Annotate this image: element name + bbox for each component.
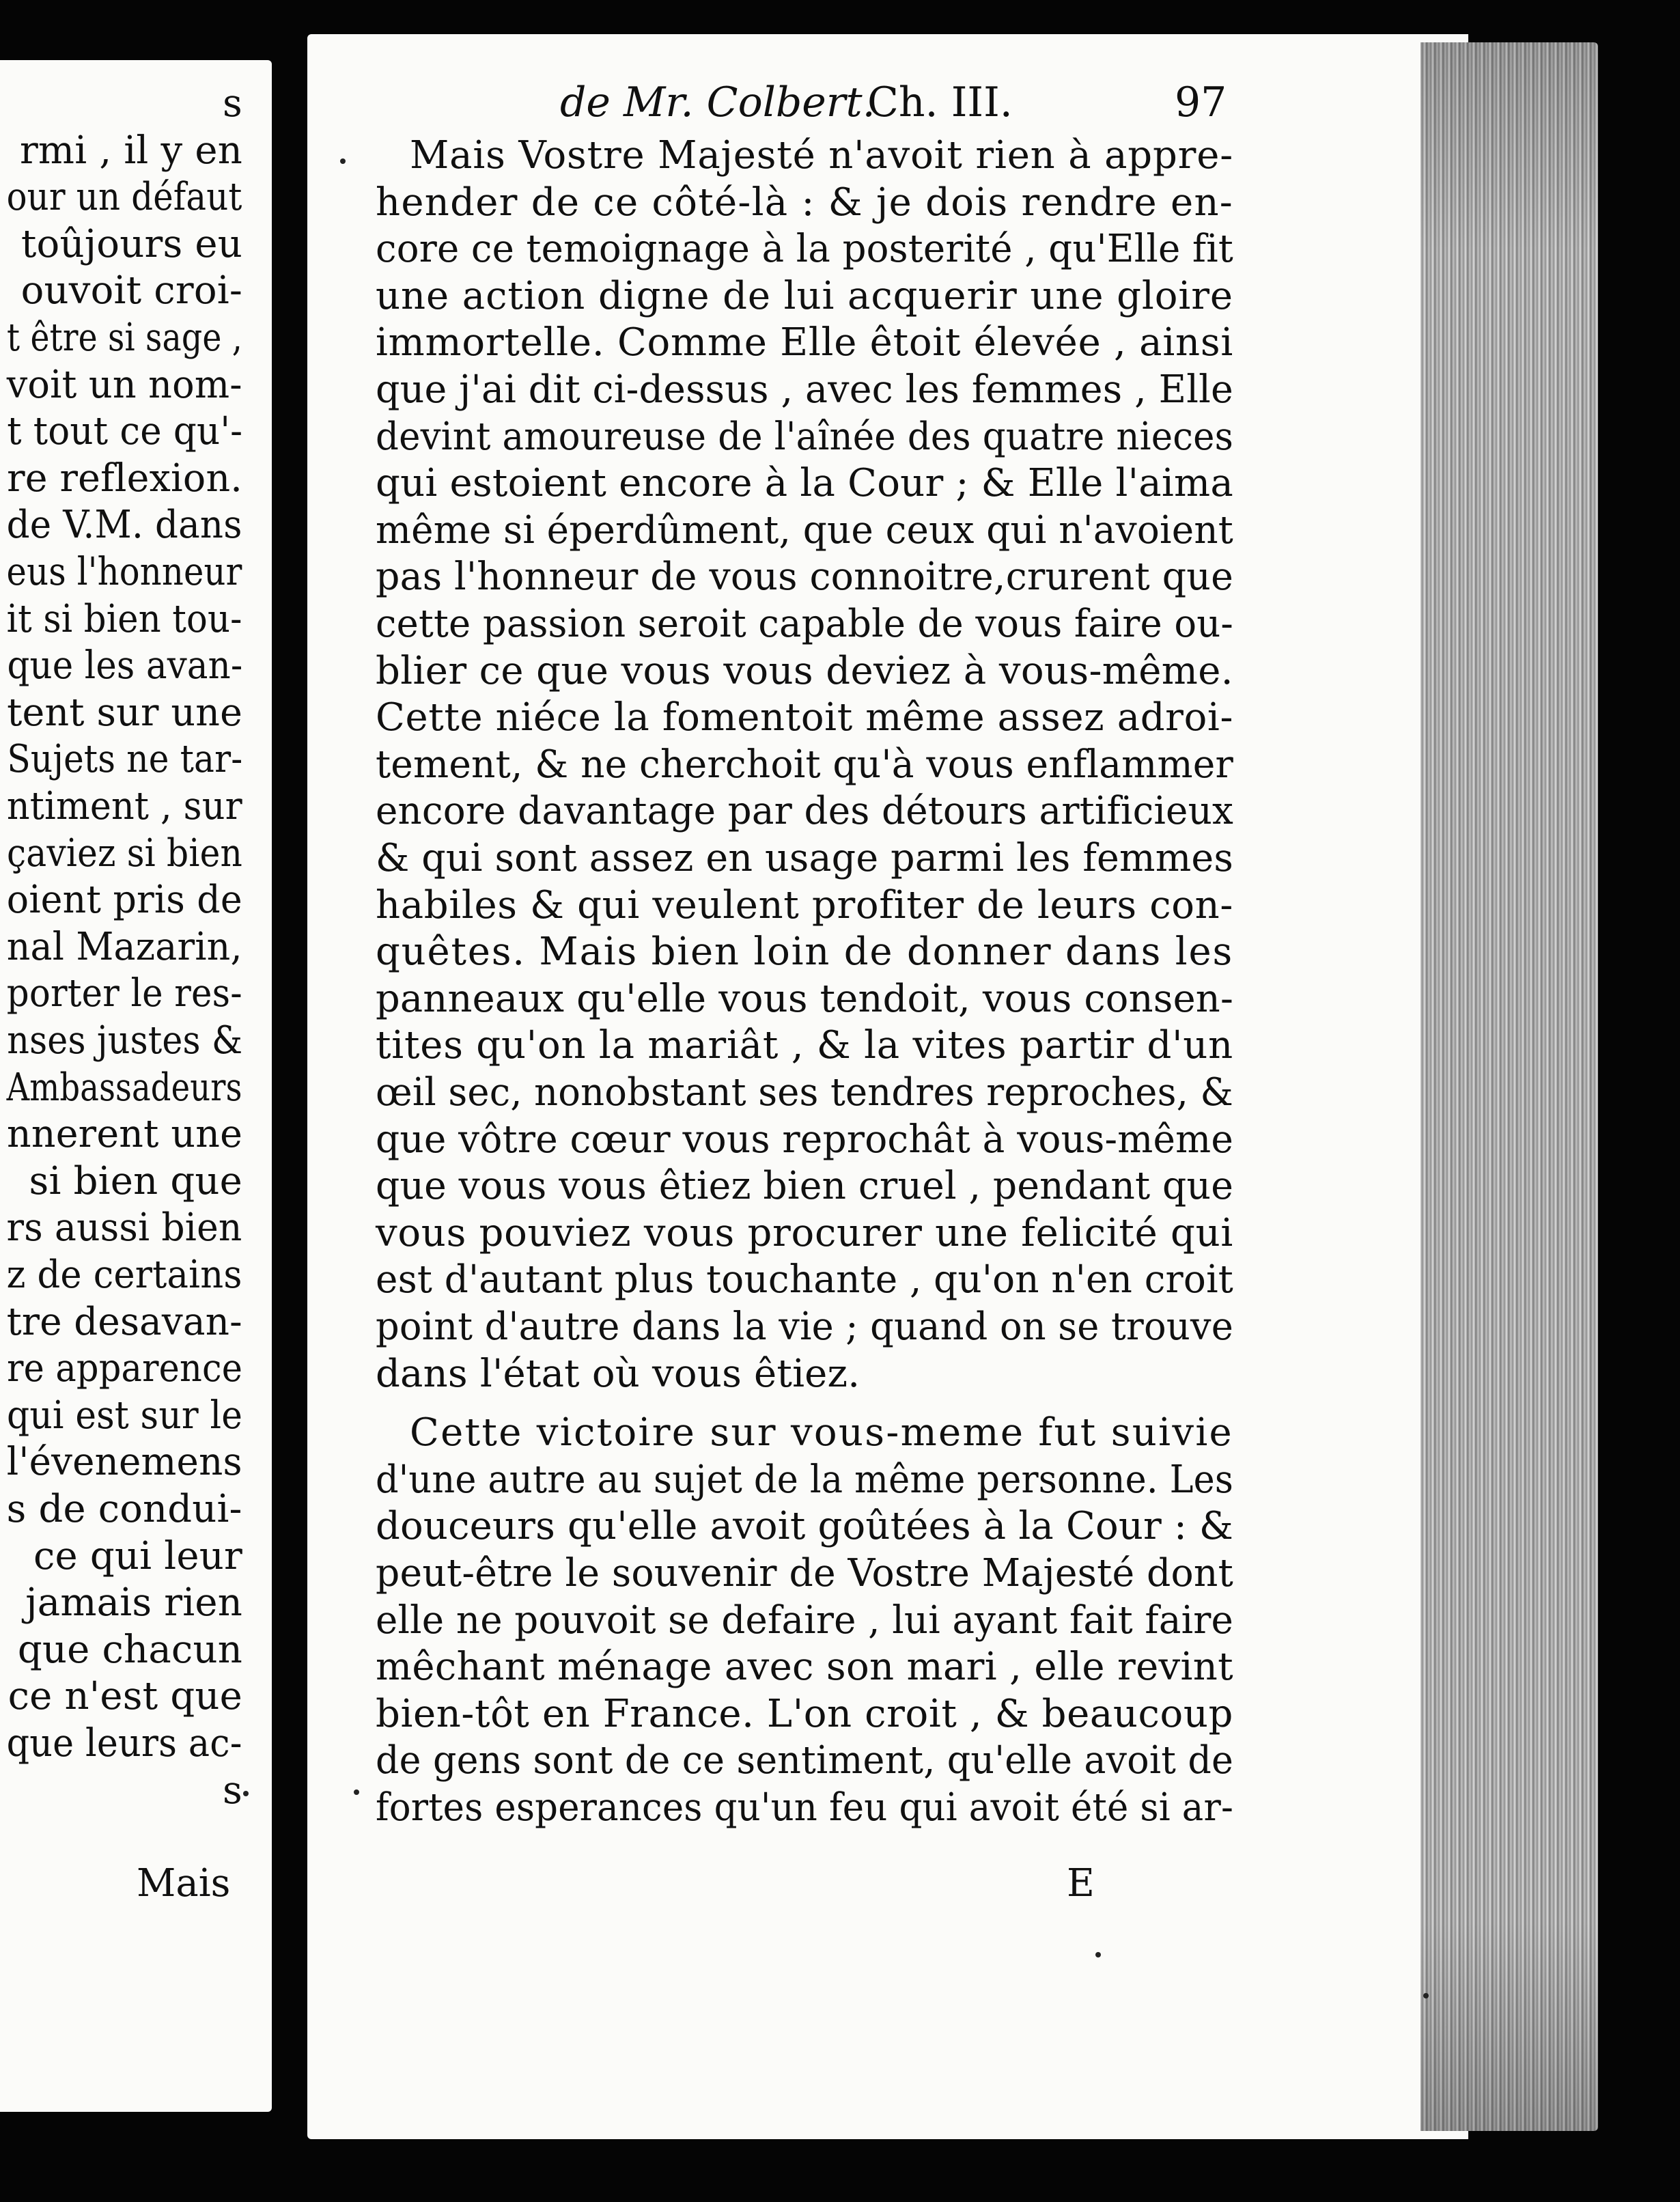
right-text-line: que j'ai dit ci-dessus , avec les femmes , Elle [376, 367, 1233, 412]
right-text-line: douceurs qu'elle avoit goûtées à la Cour : & [376, 1504, 1233, 1549]
right-text-line: core ce temoignage à la posterité , qu'Elle fit [376, 227, 1233, 272]
left-text-line: voit un nom- [7, 362, 242, 407]
left-text-line: nses justes & [7, 1018, 242, 1063]
left-catchword: Mais [137, 1861, 231, 1906]
left-text-line: Sujets ne tar- [7, 737, 242, 782]
right-text-line: œil sec, nonobstant ses tendres reproches, & [376, 1070, 1233, 1115]
left-text-line: eus l'honneur [7, 550, 242, 594]
left-text-line: tre desavan- [7, 1299, 242, 1344]
left-text-line: t tout ce qu'- [7, 409, 242, 454]
right-text-line: cette passion seroit capable de vous faire ou- [376, 602, 1233, 646]
right-text-line: blier ce que vous vous deviez à vous-même. [376, 648, 1233, 693]
left-text-line: s de condui- [7, 1487, 242, 1531]
right-text-line: encore davantage par des détours artificieux [376, 789, 1233, 834]
margin-dot [243, 1791, 249, 1796]
right-text-line: Mais Vostre Majesté n'avoit rien à appre- [410, 133, 1233, 178]
right-text-line: tement, & ne cherchoit qu'à vous enflammer [376, 742, 1233, 787]
left-text-line: qui est sur le [7, 1393, 242, 1438]
page-edges [1420, 42, 1598, 2131]
left-text-line: tent sur une [7, 690, 242, 735]
left-text-line: t être si sage , [7, 316, 242, 360]
right-text-line: Cette victoire sur vous-meme fut suivie [410, 1410, 1233, 1455]
right-text-line: peut-être le souvenir de Vostre Majesté dont [376, 1551, 1233, 1595]
right-text-line: que vôtre cœur vous reprochât à vous-même [376, 1117, 1233, 1162]
right-text-line: habiles & qui veulent profiter de leurs con- [376, 882, 1233, 928]
right-text-line: est d'autant plus touchante , qu'on n'en croit [376, 1257, 1233, 1302]
left-text-line: l'évenemens [7, 1440, 242, 1485]
right-text-line: elle ne pouvoit se defaire , lui ayant fait faire [376, 1598, 1233, 1643]
right-text-line: quêtes. Mais bien loin de donner dans les [376, 930, 1233, 975]
right-text-line: d'une autre au sujet de la même personne. Les [376, 1457, 1233, 1502]
chapter-label: Ch. III. [867, 79, 1013, 126]
right-text-line: mêchant ménage avec son mari , elle revint [376, 1645, 1233, 1690]
right-text-line: & qui sont assez en usage parmi les femmes [376, 836, 1233, 880]
left-text-line: rs aussi bien [7, 1205, 242, 1251]
right-text-line: dans l'état où vous êtiez. [376, 1351, 860, 1396]
left-text-line: ntiment , sur [7, 784, 242, 828]
right-text-line: point d'autre dans la vie ; quand on se trouve [376, 1305, 1233, 1349]
page-number: 97 [1175, 79, 1227, 126]
left-text-line: que les avan- [7, 643, 242, 688]
margin-dot [340, 158, 346, 164]
left-text-line: s [223, 81, 242, 126]
left-text-line: porter le res- [7, 971, 242, 1016]
left-text-line: si bien que [29, 1158, 242, 1203]
left-text-line: z de certains [7, 1253, 242, 1297]
left-text-line: re apparence [7, 1346, 242, 1391]
left-text-line: s [223, 1768, 242, 1813]
left-text-line: çaviez si bien [7, 831, 242, 876]
right-text-line: immortelle. Comme Elle êtoit élevée , ainsi [376, 320, 1233, 365]
left-text-line: toûjours eu [20, 221, 242, 266]
left-text-line: rmi , il y en [19, 128, 242, 173]
left-text-line: our un défaut [7, 175, 242, 220]
margin-dot [1423, 1993, 1429, 1998]
left-text-line: que chacun [17, 1627, 242, 1672]
right-text-line: fortes esperances qu'un feu qui avoit été si ar- [376, 1785, 1233, 1830]
left-text-line: Ambassadeurs [7, 1065, 242, 1110]
right-text-line: hender de ce côté-là : & je dois rendre en- [376, 180, 1233, 225]
left-text-line: ouvoit croi- [20, 268, 242, 313]
left-text-line: re reflexion. [7, 456, 242, 501]
left-text-line: it si bien tou- [7, 596, 242, 641]
left-text-line: nal Mazarin, [7, 924, 242, 969]
left-text-line: que leurs ac- [7, 1721, 242, 1766]
margin-dot [1095, 1952, 1101, 1957]
left-text-line: oient pris de [7, 878, 242, 923]
right-text-line: tites qu'on la mariât , & la vites partir d'un [376, 1023, 1233, 1068]
left-text-line: ce n'est que [8, 1674, 242, 1719]
right-text-line: vous pouviez vous procurer une felicité qui [376, 1210, 1233, 1255]
right-text-line: pas l'honneur de vous connoitre,crurent que [376, 555, 1233, 600]
right-text-line: que vous vous êtiez bien cruel , pendant que [376, 1164, 1233, 1209]
right-text-line: une action digne de lui acquerir une gloire [376, 273, 1233, 318]
right-text-line: bien-tôt en France. L'on croit , & beaucoup [376, 1691, 1233, 1736]
right-text-line: qui estoient encore à la Cour ; & Elle l'aima [376, 461, 1233, 506]
left-text-line: jamais rien [25, 1580, 242, 1626]
left-text-line: ce qui leur [33, 1533, 242, 1578]
left-text-line: de V.M. dans [7, 503, 242, 548]
margin-dot [354, 1789, 359, 1795]
right-text-line: panneaux qu'elle vous tendoit, vous consen- [376, 976, 1233, 1021]
right-text-line: Cette niéce la fomentoit même assez adroi- [376, 695, 1233, 740]
right-text-line: de gens sont de ce sentiment, qu'elle avoit de [376, 1738, 1233, 1783]
right-text-line: devint amoureuse de l'aînée des quatre nieces [376, 414, 1233, 459]
signature-mark: E [1067, 1861, 1095, 1906]
running-title: de Mr. Colbert. [560, 79, 876, 126]
left-text-line: nnerent une [7, 1112, 242, 1157]
right-text-line: même si éperdûment, que ceux qui n'avoient [376, 507, 1233, 553]
